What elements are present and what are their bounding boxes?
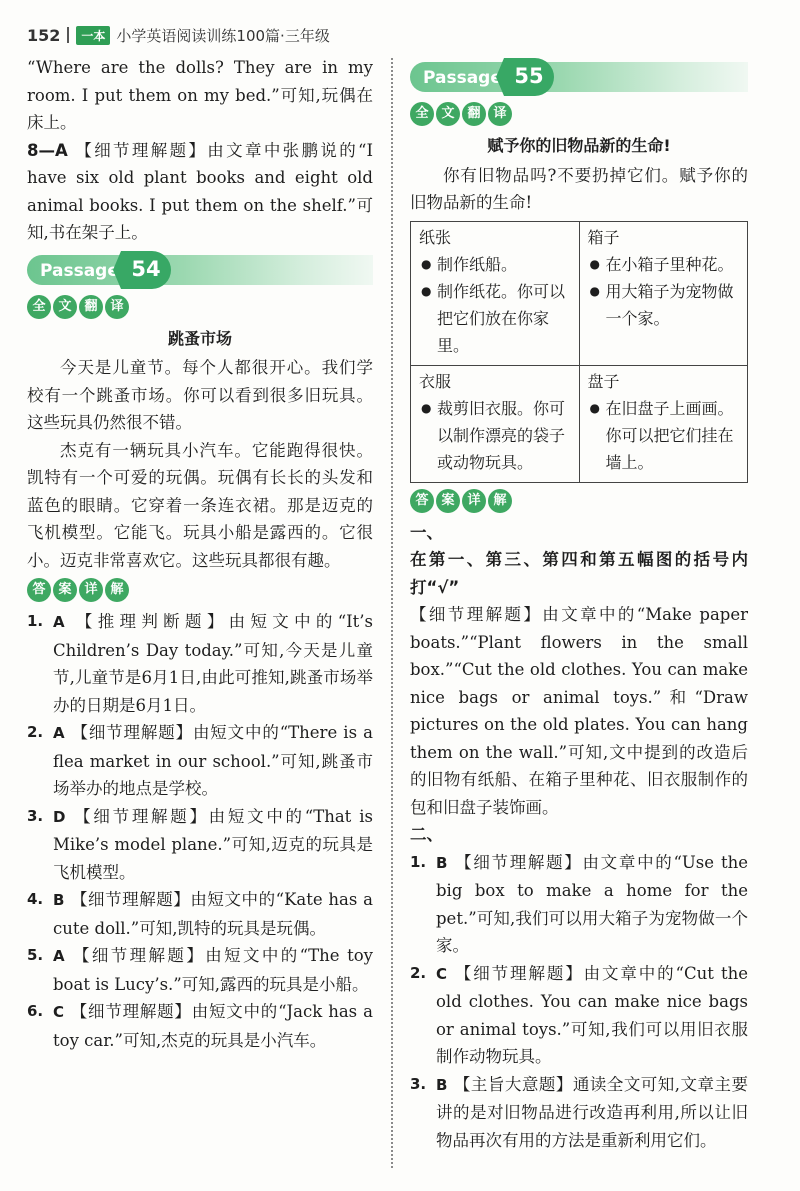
answer-key: A <box>53 613 65 631</box>
answer-explanation: 【细节理解题】由短文中的“The toy boat is Lucy’s.”可知,露西的玩具是小船。 <box>53 946 373 994</box>
bullet-text: 制作纸船。 <box>437 254 518 274</box>
bullet-item <box>588 251 742 278</box>
bullet-item <box>588 395 742 476</box>
answer-key: D <box>53 807 66 826</box>
bullet-text: 制作纸花。你可以把它们放在你家里。 <box>437 281 566 355</box>
answer-item <box>410 960 748 1071</box>
cell-heading: 盘子 <box>587 371 620 391</box>
answer-key: B <box>53 891 65 909</box>
answer-number: 2. <box>410 963 427 982</box>
heading-char: 详 <box>79 578 103 602</box>
heading-char: 译 <box>488 102 512 126</box>
bullet-item <box>419 251 573 278</box>
answer-number: 3. <box>410 1074 427 1093</box>
page-header <box>27 20 330 50</box>
book-logo: 一本 <box>76 26 110 45</box>
section-explanation: 【细节理解题】由文章中的“Make paper boats.”“Plant flowers in the small box.”“Cut the old clothes. You can make nice bags or animal toys.”和“Draw pictures on the old plates. You can hang them on the wall.”可知,文中提到的改造后的旧物有纸船、在箱子里种花、旧衣服制作的包和旧盘子装饰画。 <box>410 605 748 817</box>
answer-explanation: 【细节理解题】由文章中的“Cut the old clothes. You can make nice bags or animal toys.”可知,我们可以用旧衣服制作动物玩具。 <box>436 963 748 1066</box>
answer-key: B <box>436 1075 448 1094</box>
answer-item <box>410 849 748 960</box>
story-paragraph: 今天是儿童节。每个人都很开心。我们学校有一个跳蚤市场。你可以看到很多旧玩具。这些玩具仍然很不错。 <box>27 358 373 432</box>
heading-char: 翻 <box>462 102 486 126</box>
right-column <box>410 54 748 1154</box>
bullet-item <box>419 278 573 359</box>
heading-char: 答 <box>27 578 51 602</box>
heading-char: 详 <box>462 489 486 513</box>
translation-heading <box>27 295 373 319</box>
bullet-text: 在小箱子里种花。 <box>605 254 734 274</box>
passage-label: Passage <box>40 260 119 281</box>
answer-key: C <box>436 964 448 983</box>
table-cell <box>579 365 748 482</box>
answers-heading <box>27 578 373 602</box>
passage-number: 55 <box>504 58 554 96</box>
section-label: 一、 <box>410 522 443 542</box>
story-intro: 你有旧物品吗?不要扔掉它们。赋予你的旧物品新的生命! <box>410 165 748 212</box>
heading-char: 全 <box>410 102 434 126</box>
column-divider <box>391 58 393 1168</box>
answer-number: 1. <box>410 852 427 871</box>
translation-heading <box>410 102 748 126</box>
table-cell <box>579 221 748 365</box>
answer-number: 5. <box>27 946 44 964</box>
heading-char: 案 <box>53 578 77 602</box>
bullet-text: 在旧盘子上画画。你可以把它们挂在墙上。 <box>605 398 734 472</box>
answer-explanation: 【细节理解题】由文章中的“Use the big box to make a home for the pet.”可知,我们可以用大箱子为宠物做一个家。 <box>436 852 748 955</box>
bullet-icon: ● <box>421 283 432 298</box>
passage-label: Passage <box>423 68 502 88</box>
answer-item <box>27 998 373 1054</box>
heading-char: 文 <box>53 295 77 319</box>
prev-answer-continuation: “Where are the dolls? They are in my room. I put them on my bed.”可知,玩偶在床上。 <box>27 58 373 132</box>
heading-char: 翻 <box>79 295 103 319</box>
section-label: 二、 <box>410 825 443 844</box>
passage-54-banner <box>27 251 373 289</box>
answer-item <box>27 886 373 942</box>
answer-number: 6. <box>27 1002 44 1020</box>
answer-explanation: 【细节理解题】由短文中的“Kate has a cute doll.”可知,凯特的玩具是玩偶。 <box>53 890 373 938</box>
page-number: 152 <box>27 25 61 45</box>
answer-key: A <box>53 947 65 965</box>
heading-char: 文 <box>436 102 460 126</box>
answer-key: A <box>53 724 65 742</box>
bullet-text: 裁剪旧衣服。你可以制作漂亮的袋子或动物玩具。 <box>437 398 566 472</box>
passage-number: 54 <box>121 251 171 289</box>
answer-item <box>27 803 373 887</box>
prev-answer-item8 <box>27 137 373 247</box>
section-instruction: 在第一、第三、第四和第五幅图的括号内打“√” <box>410 550 748 597</box>
passage-55-banner <box>410 58 748 96</box>
ideas-table <box>410 221 748 483</box>
bullet-icon: ● <box>421 400 432 415</box>
item8-text: 【细节理解题】由文章中张鹏说的“I have six old plant books and eight old animal books. I put them on the shelf.”可知,书在架子上。 <box>27 140 373 242</box>
answer-key: B <box>436 853 448 872</box>
bullet-icon: ● <box>421 256 432 271</box>
bullet-item <box>419 395 573 476</box>
heading-char: 解 <box>105 578 129 602</box>
bullet-icon: ● <box>589 400 600 415</box>
answer-number: 1. <box>27 612 44 630</box>
answers-heading <box>410 489 748 513</box>
table-cell <box>411 221 580 365</box>
answer-item <box>410 1071 748 1155</box>
answer-explanation: 【推理判断题】由短文中的“It’s Children’s Day today.”可知,今天是儿童节,儿童节是6月1日,由此可推知,跳蚤市场举办的日期是6月1日。 <box>53 612 373 715</box>
heading-char: 答 <box>410 489 434 513</box>
answer-explanation: 【主旨大意题】通读全文可知,文章主要讲的是对旧物品进行改造再利用,所以让旧物品再次有用的方法是重新利用它们。 <box>436 1074 748 1150</box>
table-cell <box>411 365 580 482</box>
answer-number: 3. <box>27 806 44 825</box>
story-paragraph: 杰克有一辆玩具小汽车。它能跑得很快。凯特有一个可爱的玩偶。玩偶有长长的头发和蓝色的眼睛。它穿着一条连衣裙。那是迈克的飞机模型。它能飞。玩具小船是露西的。它很小。迈克非常喜欢它。这些玩具都很有趣。 <box>27 440 373 570</box>
heading-char: 全 <box>27 295 51 319</box>
heading-char: 案 <box>436 489 460 513</box>
answer-explanation: 【细节理解题】由短文中的“Jack has a toy car.”可知,杰克的玩具是小汽车。 <box>53 1002 373 1050</box>
bullet-icon: ● <box>589 256 600 271</box>
bullet-item <box>588 278 742 332</box>
item8-number: 8—A <box>27 140 68 160</box>
answer-item <box>27 719 373 803</box>
bullet-text: 用大箱子为宠物做一个家。 <box>605 281 734 328</box>
answer-item <box>27 608 373 719</box>
story-title: 跳蚤市场 <box>167 328 232 348</box>
book-title: 小学英语阅读训练100篇·三年级 <box>116 26 330 45</box>
answer-number: 4. <box>27 890 44 908</box>
cell-heading: 衣服 <box>419 371 452 391</box>
answer-key: C <box>53 1003 65 1021</box>
heading-char: 解 <box>488 489 512 513</box>
answer-number: 2. <box>27 723 44 741</box>
answer-explanation: 【细节理解题】由短文中的“That is Mike’s model plane.”可知,迈克的玩具是飞机模型。 <box>53 806 373 882</box>
bullet-icon: ● <box>589 283 600 298</box>
answer-item <box>27 942 373 998</box>
header-divider <box>67 27 69 43</box>
heading-char: 译 <box>105 295 129 319</box>
cell-heading: 箱子 <box>587 227 620 247</box>
story-title: 赋予你的旧物品新的生命! <box>487 136 671 155</box>
left-column <box>27 54 373 1054</box>
answer-explanation: 【细节理解题】由短文中的“There is a flea market in our school.”可知,跳蚤市场举办的地点是学校。 <box>53 723 373 798</box>
cell-heading: 纸张 <box>419 227 452 247</box>
